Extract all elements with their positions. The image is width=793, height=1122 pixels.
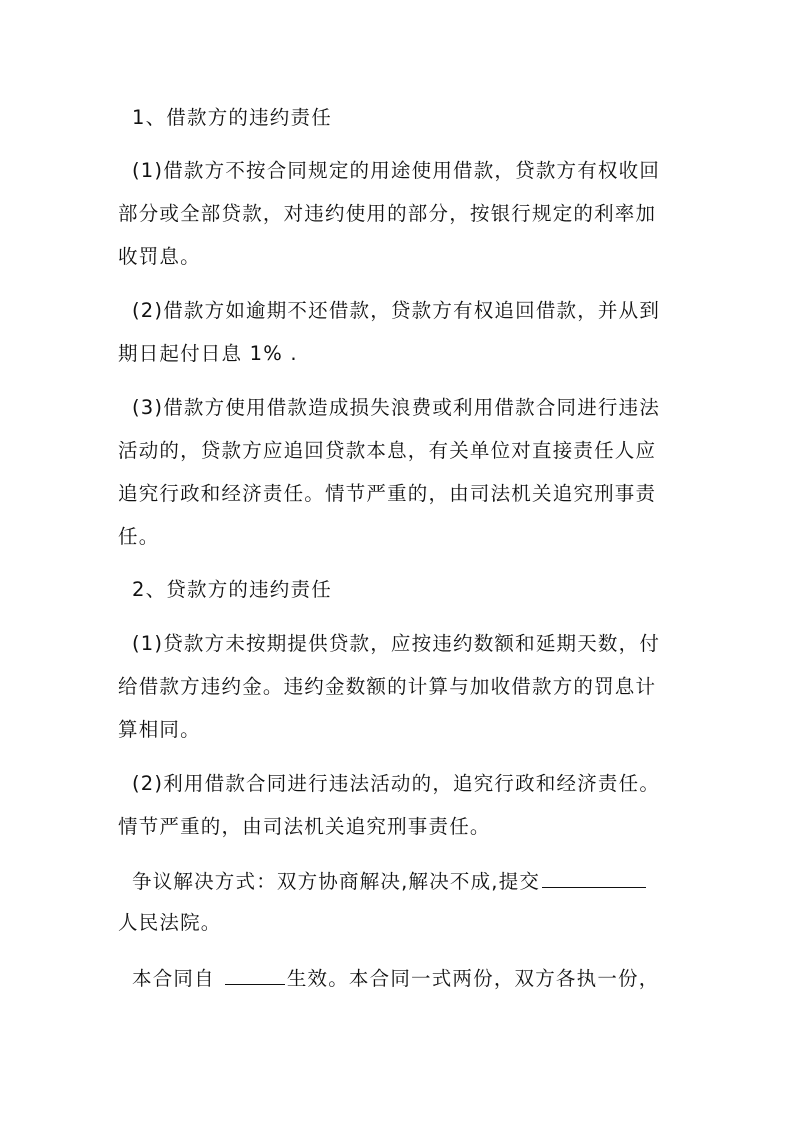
effect-prefix: 本合同自 <box>132 967 215 990</box>
section2-item1-line2: 给借款方违约金。违约金数额的计算与加收借款方的罚息计 <box>118 675 657 698</box>
section1-item2-line1: (2)借款方如逾期不还借款，贷款方有权追回借款，并从到 <box>132 299 661 322</box>
effect-line <box>132 964 659 992</box>
section1-item3-line4: 任。 <box>118 525 160 548</box>
dispute-line1 <box>132 867 646 895</box>
section1-item3-line1: (3)借款方使用借款造成损失浪费或利用借款合同进行违法 <box>132 396 661 419</box>
dispute-line2: 人民法院。 <box>118 911 222 934</box>
section2-item2-line2: 情节严重的，由司法机关追究刑事责任。 <box>118 815 491 838</box>
effective-date-blank <box>225 964 285 985</box>
court-blank <box>542 867 646 888</box>
section1-item2-line2: 期日起付日息 1% . <box>118 342 298 365</box>
section1-item1-line2: 部分或全部贷款，对违约使用的部分，按银行规定的利率加 <box>118 202 657 225</box>
dispute-text: 争议解决方式：双方协商解决,解决不成,提交 <box>132 870 541 893</box>
section2-item2-line1: (2)利用借款合同进行违法活动的，追究行政和经济责任。 <box>132 772 661 795</box>
section1-item3-line2: 活动的，贷款方应追回贷款本息，有关单位对直接责任人应 <box>118 439 657 462</box>
section2-item1-line3: 算相同。 <box>118 718 201 741</box>
section2-item1-line1: (1)贷款方未按期提供贷款，应按违约数额和延期天数，付 <box>132 632 661 655</box>
section1-heading: 1、借款方的违约责任 <box>132 106 332 129</box>
section1-item1-line3: 收罚息。 <box>118 245 201 268</box>
section1-item1-line1: (1)借款方不按合同规定的用途使用借款，贷款方有权收回 <box>132 159 661 182</box>
effect-suffix: 生效。本合同一式两份，双方各执一份， <box>286 967 660 990</box>
section1-item3-line3: 追究行政和经济责任。情节严重的，由司法机关追究刑事责 <box>118 482 657 505</box>
section2-heading: 2、贷款方的违约责任 <box>132 578 332 601</box>
